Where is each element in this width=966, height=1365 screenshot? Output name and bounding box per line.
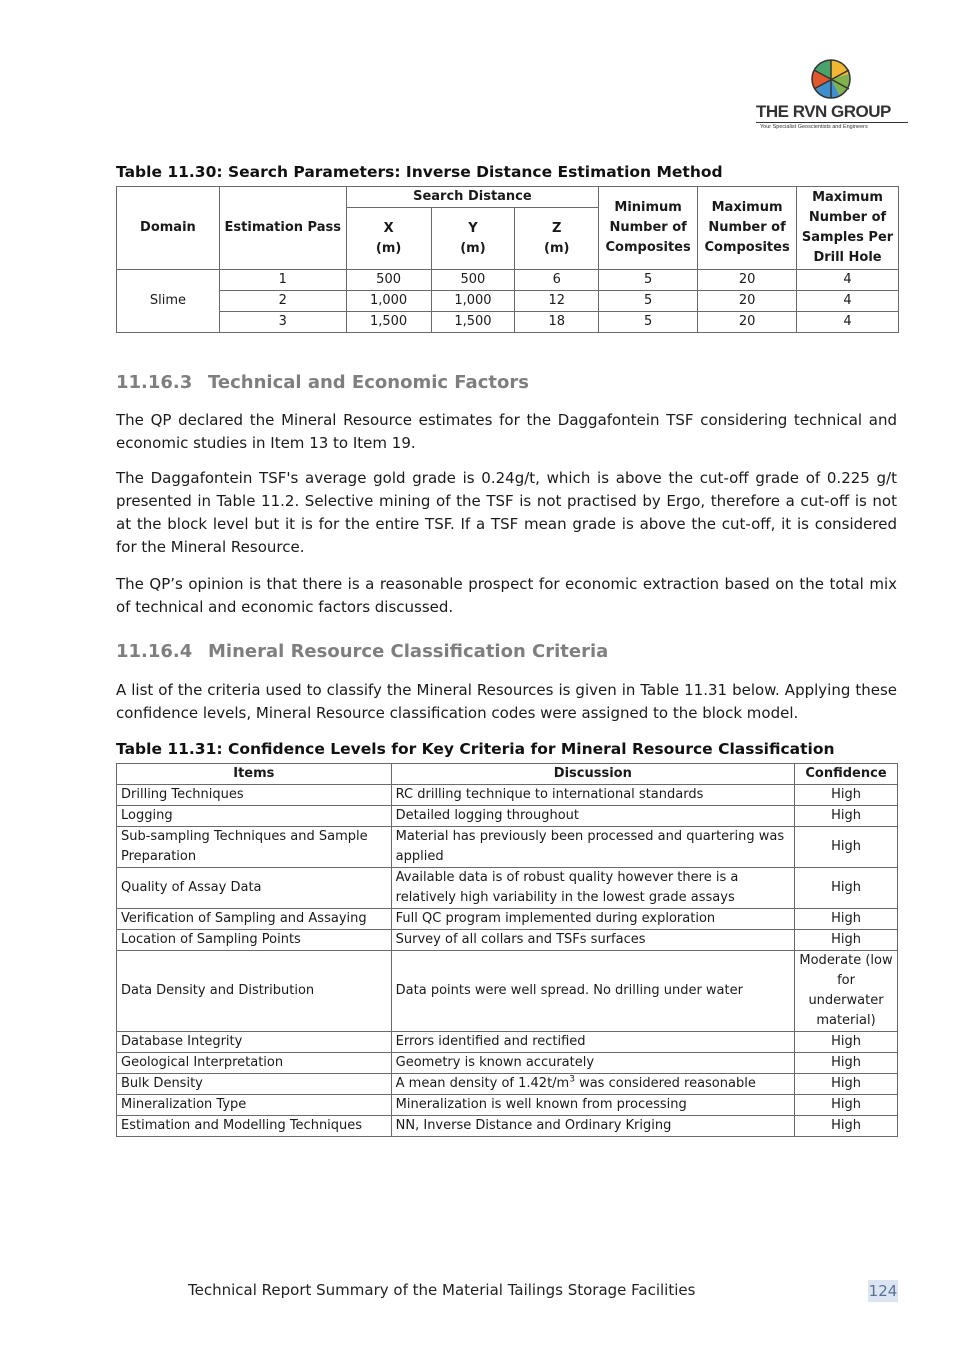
item-cell: Sub-sampling Techniques and Sample Preparation	[117, 827, 392, 868]
y-cell: 500	[431, 270, 515, 291]
header-items: Items	[117, 764, 392, 785]
section-title: Mineral Resource Classification Criteria	[208, 641, 609, 662]
section-number: 11.16.3	[116, 372, 193, 393]
table1-caption: Table 11.30: Search Parameters: Inverse Distance Estimation Method	[116, 163, 723, 181]
item-cell: Verification of Sampling and Assaying	[117, 909, 392, 930]
section-heading-classification-criteria	[116, 641, 608, 662]
discussion-cell: NN, Inverse Distance and Ordinary Kriging	[391, 1116, 794, 1137]
confidence-cell: High	[795, 1053, 898, 1074]
y-cell: 1,000	[431, 291, 515, 312]
logo-tagline: Your Specialist Geoscientists and Engineers	[760, 124, 868, 130]
discussion-cell: Full QC program implemented during exploration	[391, 909, 794, 930]
pass-cell: 3	[219, 312, 346, 333]
discussion-cell: Data points were well spread. No drilling under water	[391, 951, 794, 1032]
table-row	[117, 1116, 898, 1137]
header-max-composites: Maximum Number of Composites	[698, 187, 797, 270]
paragraph: The QP declared the Mineral Resource estimates for the Daggafontein TSF considering technical and economic studies in Item 13 to Item 19.	[116, 411, 897, 452]
min-cell: 5	[599, 312, 698, 333]
header-x: X (m)	[346, 208, 431, 270]
confidence-cell: High	[795, 785, 898, 806]
item-cell: Location of Sampling Points	[117, 930, 392, 951]
max-samples-cell: 4	[797, 312, 899, 333]
y-cell: 1,500	[431, 312, 515, 333]
header-estimation-pass: Estimation Pass	[219, 187, 346, 270]
header-confidence: Confidence	[795, 764, 898, 785]
table-row	[117, 827, 898, 868]
confidence-cell: Moderate (low for underwater material)	[795, 951, 898, 1032]
section-heading-technical-economic	[116, 372, 529, 393]
item-cell: Logging	[117, 806, 392, 827]
page-number: 124	[868, 1282, 898, 1300]
logo-text: THE RVN GROUP	[756, 102, 891, 121]
z-cell: 12	[515, 291, 599, 312]
max-samples-cell: 4	[797, 291, 899, 312]
confidence-levels-table	[116, 763, 898, 1137]
confidence-cell: High	[795, 930, 898, 951]
z-cell: 18	[515, 312, 599, 333]
discussion-cell: Detailed logging throughout	[391, 806, 794, 827]
logo-underline	[756, 122, 908, 123]
header-search-distance: Search Distance	[346, 187, 598, 208]
confidence-cell: High	[795, 806, 898, 827]
discussion-cell: Material has previously been processed and quartering was applied	[391, 827, 794, 868]
confidence-cell: High	[795, 1074, 898, 1095]
discussion-cell: Available data is of robust quality however there is a relatively high variability in the lowest grade assays	[391, 868, 794, 909]
table-row	[117, 909, 898, 930]
table-row	[117, 1053, 898, 1074]
section-title: Technical and Economic Factors	[208, 372, 529, 393]
header-max-samples: Maximum Number of Samples Per Drill Hole	[797, 187, 899, 270]
logo-wheel-icon	[810, 58, 852, 100]
table-row	[117, 930, 898, 951]
header-y: Y (m)	[431, 208, 515, 270]
pass-cell: 2	[219, 291, 346, 312]
discussion-cell: Geometry is known accurately	[391, 1053, 794, 1074]
item-cell: Estimation and Modelling Techniques	[117, 1116, 392, 1137]
confidence-cell: High	[795, 909, 898, 930]
max-samples-cell: 4	[797, 270, 899, 291]
section-number: 11.16.4	[116, 641, 193, 662]
footer-text: Technical Report Summary of the Material Tailings Storage Facilities	[188, 1281, 696, 1299]
header-discussion: Discussion	[391, 764, 794, 785]
item-cell: Database Integrity	[117, 1032, 392, 1053]
company-logo	[752, 58, 912, 134]
max-cell: 20	[698, 291, 797, 312]
confidence-cell: High	[795, 827, 898, 868]
x-cell: 1,500	[346, 312, 431, 333]
item-cell: Mineralization Type	[117, 1095, 392, 1116]
discussion-cell: Errors identified and rectified	[391, 1032, 794, 1053]
discussion-cell: A mean density of $1.42t/m^3$ was considered reasonable	[391, 1074, 794, 1095]
table2-caption: Table 11.31: Confidence Levels for Key Criteria for Mineral Resource Classification	[116, 740, 835, 758]
item-cell: Drilling Techniques	[117, 785, 392, 806]
item-cell: Quality of Assay Data	[117, 868, 392, 909]
x-cell: 1,000	[346, 291, 431, 312]
domain-cell: Slime	[117, 270, 220, 333]
paragraph: The Daggafontein TSF's average gold grade is 0.24g/t, which is above the cut-off grade of 0.225 g/t presented in Table 11.2. Selective mining of the TSF is not practised by Ergo, therefore a cut-off is not at the block level but it is for the entire TSF. If a TSF mean grade is above the cut-off, it is considered for the Mineral Resource.	[116, 469, 897, 556]
table-row	[117, 1074, 898, 1095]
table-row	[117, 291, 899, 312]
confidence-cell: High	[795, 1116, 898, 1137]
table-row	[117, 868, 898, 909]
z-cell: 6	[515, 270, 599, 291]
confidence-cell: High	[795, 1095, 898, 1116]
table-row	[117, 312, 899, 333]
discussion-cell: Survey of all collars and TSFs surfaces	[391, 930, 794, 951]
paragraph: A list of the criteria used to classify the Mineral Resources is given in Table 11.31 below. Applying these confidence levels, Mineral Resource classification codes were assigned to the block model.	[116, 681, 897, 722]
confidence-cell: High	[795, 868, 898, 909]
item-cell: Bulk Density	[117, 1074, 392, 1095]
table-row	[117, 270, 899, 291]
max-cell: 20	[698, 312, 797, 333]
header-min-composites: Minimum Number of Composites	[599, 187, 698, 270]
table-row	[117, 1032, 898, 1053]
item-cell: Data Density and Distribution	[117, 951, 392, 1032]
min-cell: 5	[599, 291, 698, 312]
confidence-cell: High	[795, 1032, 898, 1053]
table-row	[117, 1095, 898, 1116]
search-parameters-table	[116, 186, 899, 333]
paragraph: The QP’s opinion is that there is a reasonable prospect for economic extraction based on the total mix of technical and economic factors discussed.	[116, 575, 897, 616]
x-cell: 500	[346, 270, 431, 291]
header-domain: Domain	[117, 187, 220, 270]
table-row	[117, 951, 898, 1032]
table-row	[117, 806, 898, 827]
item-cell: Geological Interpretation	[117, 1053, 392, 1074]
discussion-cell: RC drilling technique to international standards	[391, 785, 794, 806]
pass-cell: 1	[219, 270, 346, 291]
table-row	[117, 785, 898, 806]
header-z: Z (m)	[515, 208, 599, 270]
min-cell: 5	[599, 270, 698, 291]
discussion-cell: Mineralization is well known from processing	[391, 1095, 794, 1116]
max-cell: 20	[698, 270, 797, 291]
